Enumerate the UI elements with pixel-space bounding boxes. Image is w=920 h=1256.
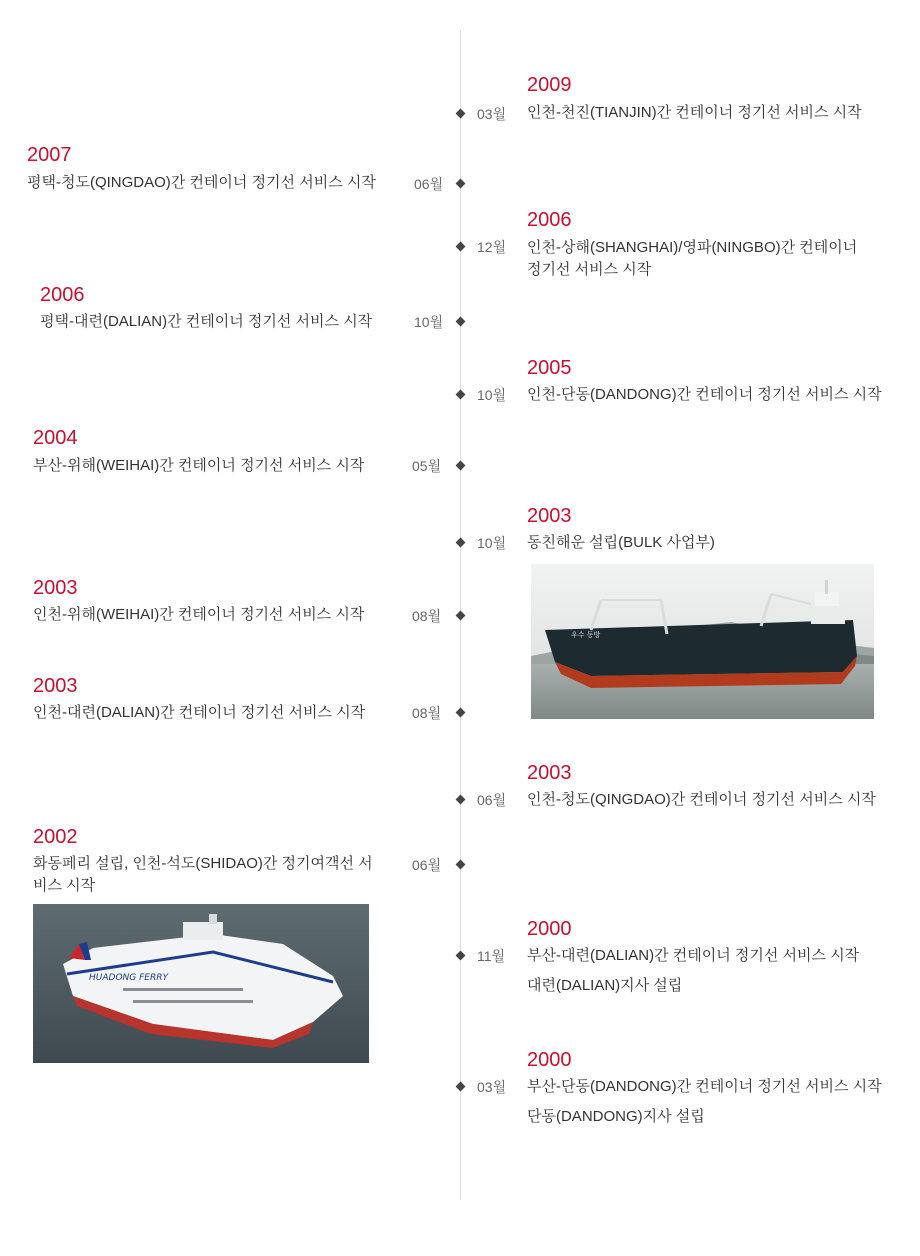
timeline-marker: [456, 860, 466, 870]
entry-year: 2003: [527, 505, 572, 527]
timeline-marker: [456, 1082, 466, 1092]
entry-description: 인천-상해(SHANGHAI)/영파(NINGBO)간 컨테이너 정기선 서비스 시작: [527, 239, 858, 278]
entry-year: 2006: [40, 284, 85, 306]
entry-description: 동친해운 설립(BULK 사업부): [527, 534, 715, 551]
timeline-marker: [456, 390, 466, 400]
entry-description: 화동페리 설립, 인천-석도(SHIDAO)간 정기여객선 서비스 시작: [33, 855, 373, 894]
entry-year: 2007: [27, 144, 72, 166]
entry-month: 06월: [412, 857, 442, 873]
timeline-marker: [456, 611, 466, 621]
entry-description: 인천-단동(DANDONG)간 컨테이너 정기선 서비스 시작: [527, 386, 882, 403]
ferry-hull-text: HUADONG FERRY: [89, 973, 168, 983]
entry-year: 2003: [527, 762, 572, 784]
entry-year: 2000: [527, 918, 572, 940]
entry-month: 05월: [412, 458, 442, 474]
entry-description: 인천-청도(QINGDAO)간 컨테이너 정기선 서비스 시작: [527, 791, 876, 808]
entry-month: 03월: [477, 1079, 507, 1095]
entry-description: 평택-청도(QINGDAO)간 컨테이너 정기선 서비스 시작: [27, 174, 376, 191]
entry-month: 08월: [412, 705, 442, 721]
entry-year: 2000: [527, 1049, 572, 1071]
entry-year: 2005: [527, 357, 572, 379]
cargo-ship-photo: [531, 564, 874, 719]
entry-month: 11월: [477, 948, 506, 964]
timeline-marker: [456, 317, 466, 327]
entry-month: 03월: [477, 106, 507, 122]
timeline-marker: [456, 708, 466, 718]
entry-year: 2006: [527, 209, 572, 231]
entry-month: 12월: [477, 239, 507, 255]
entry-description: 대련(DALIAN)지사 설립: [527, 977, 683, 994]
timeline-marker: [456, 109, 466, 119]
entry-month: 10월: [414, 314, 444, 330]
entry-year: 2003: [33, 577, 78, 599]
entry-description: 단동(DANDONG)지사 설립: [527, 1108, 705, 1125]
cargo-hull-text: 우수 동방: [571, 631, 601, 639]
entry-year: 2009: [527, 74, 572, 96]
entry-year: 2003: [33, 675, 78, 697]
entry-month: 10월: [477, 387, 507, 403]
timeline-marker: [456, 179, 466, 189]
entry-description: 인천-위해(WEIHAI)간 컨테이너 정기선 서비스 시작: [33, 606, 365, 623]
entry-description: 부산-위해(WEIHAI)간 컨테이너 정기선 서비스 시작: [33, 457, 365, 474]
entry-description: 부산-단동(DANDONG)간 컨테이너 정기선 서비스 시작: [527, 1078, 882, 1095]
ferry-photo: [33, 904, 369, 1063]
entry-year: 2004: [33, 427, 78, 449]
timeline-marker: [456, 461, 466, 471]
timeline-marker: [456, 951, 466, 961]
entry-description: 부산-대련(DALIAN)간 컨테이너 정기선 서비스 시작: [527, 947, 860, 964]
entry-description: 인천-천진(TIANJIN)간 컨테이너 정기선 서비스 시작: [527, 104, 862, 121]
entry-month: 06월: [414, 176, 444, 192]
timeline-marker: [456, 795, 466, 805]
timeline-marker: [456, 242, 466, 252]
timeline-marker: [456, 538, 466, 548]
entry-month: 08월: [412, 608, 442, 624]
entry-year: 2002: [33, 826, 78, 848]
entry-description: 평택-대련(DALIAN)간 컨테이너 정기선 서비스 시작: [40, 313, 373, 330]
entry-month: 06월: [477, 792, 507, 808]
entry-description: 인천-대련(DALIAN)간 컨테이너 정기선 서비스 시작: [33, 704, 366, 721]
entry-month: 10월: [477, 535, 507, 551]
